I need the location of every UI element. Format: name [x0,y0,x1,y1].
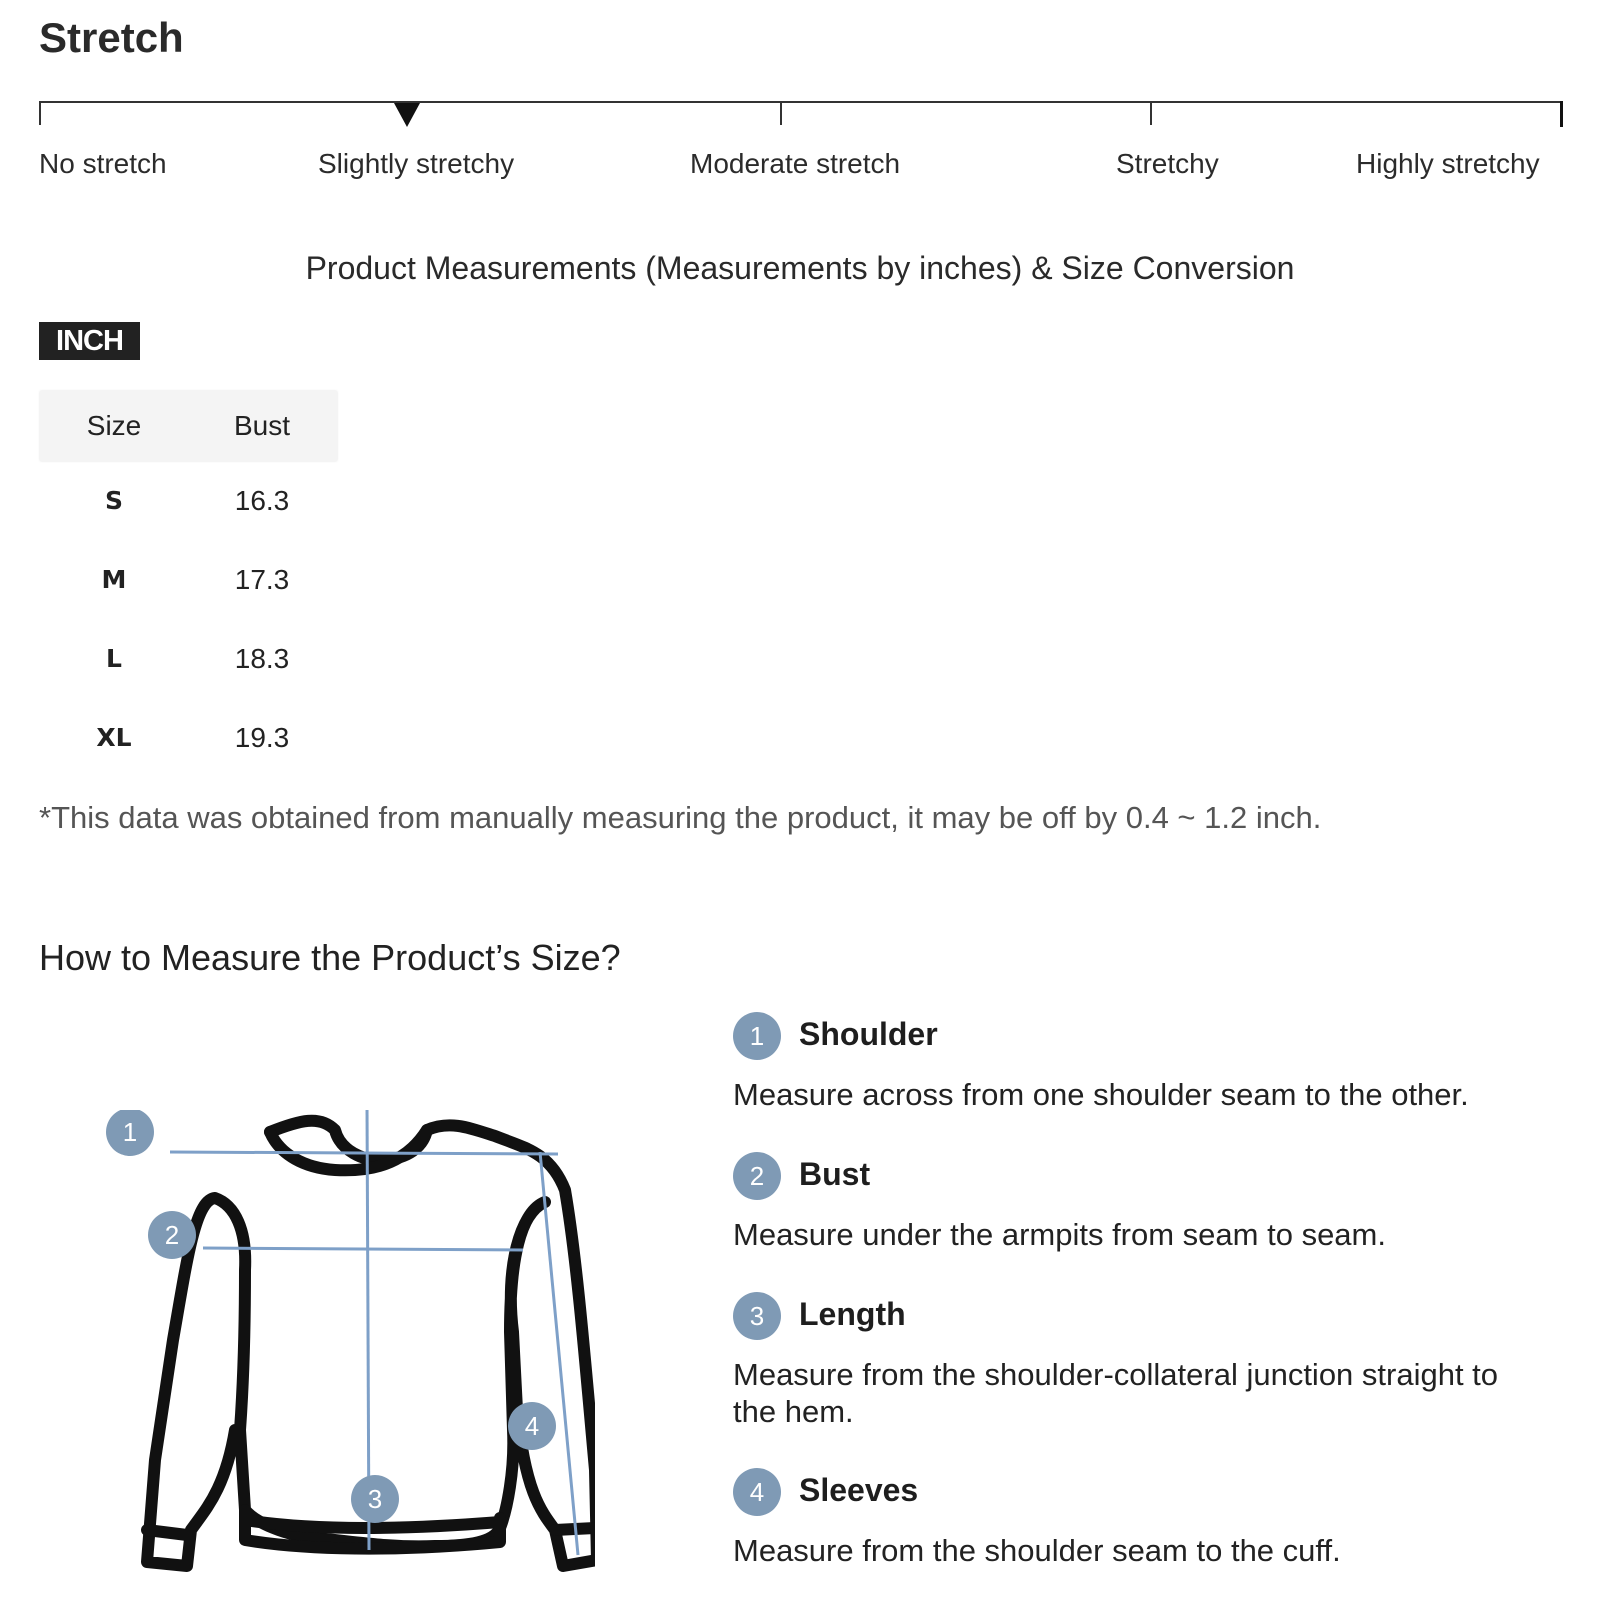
measure-step-length [733,1292,1553,1442]
measure-step-bust [733,1152,1553,1272]
measure-step-shoulder [733,1012,1553,1132]
bust-cell: 17.3 [234,563,290,595]
stretch-tick-no-stretch [39,101,41,125]
step-number-badge: 3 [733,1292,781,1340]
diagram-marker-label: 1 [122,1117,138,1147]
bust-cell: 18.3 [234,642,290,674]
diagram-marker [351,1475,399,1523]
step-title: Shoulder [799,1016,938,1052]
stretch-level-label: No stretch [39,148,167,179]
size-cell: M [101,565,127,594]
measurements-heading: Product Measurements (Measurements by inches) & Size Conversion [305,250,1295,286]
diagram-marker-label: 3 [367,1484,383,1514]
size-table [40,391,337,777]
stretch-level-label: Highly stretchy [1356,148,1540,179]
step-number-badge: 1 [733,1012,781,1060]
sweater-cuff-left [147,1530,187,1535]
bust-measure-line [203,1248,523,1250]
stretch-scale-line [39,101,1563,103]
column-header-size: Size [86,410,142,441]
size-cell: S [104,486,123,515]
stretch-selected-marker-icon [394,103,420,127]
step-title: Sleeves [799,1472,919,1508]
table-row [40,461,337,540]
stretch-level-label: Moderate stretch [690,148,901,179]
bust-cell: 19.3 [234,721,290,753]
step-description: Measure across from one shoulder seam to the other. [733,1077,1469,1112]
stretch-level-label: Slightly stretchy [318,148,515,179]
shoulder-measure-line [170,1152,558,1154]
stretch-title: Stretch [39,14,184,61]
sweater-diagram-icon [95,1110,595,1590]
diagram-marker-label: 2 [164,1220,180,1250]
step-title: Bust [799,1156,871,1192]
diagram-marker [106,1110,154,1156]
table-row [40,619,337,698]
stretch-tick-moderate [780,101,782,125]
size-cell: XL [96,723,132,752]
measurement-note: *This data was obtained from manually measuring the product, it may be off by 0.4 ~ 1.2 inch. [39,800,1322,835]
step-description: Measure from the shoulder-collateral junction straight to the hem. [733,1357,1499,1429]
diagram-marker [148,1211,196,1259]
bust-cell: 16.3 [234,484,290,516]
unit-badge: INCH [39,322,140,360]
step-number-badge: 2 [733,1152,781,1200]
diagram-marker-label: 4 [524,1411,540,1441]
step-title: Length [799,1296,906,1332]
stretch-level-label: Stretchy [1116,148,1219,179]
size-table-header [40,391,337,461]
how-to-heading: How to Measure the Product’s Size? [39,937,621,978]
diagram-marker [508,1402,556,1450]
stretch-tick-highly [1560,101,1563,127]
table-row [40,698,337,777]
step-number-badge: 4 [733,1468,781,1516]
column-header-bust: Bust [233,410,291,441]
step-description: Measure under the armpits from seam to seam. [733,1217,1386,1252]
size-cell: L [106,644,122,673]
stretch-tick-stretchy [1150,101,1152,125]
table-row [40,540,337,619]
measure-step-sleeves [733,1468,1553,1588]
stretch-scale [39,101,1563,127]
step-description: Measure from the shoulder seam to the cuff. [733,1533,1341,1568]
